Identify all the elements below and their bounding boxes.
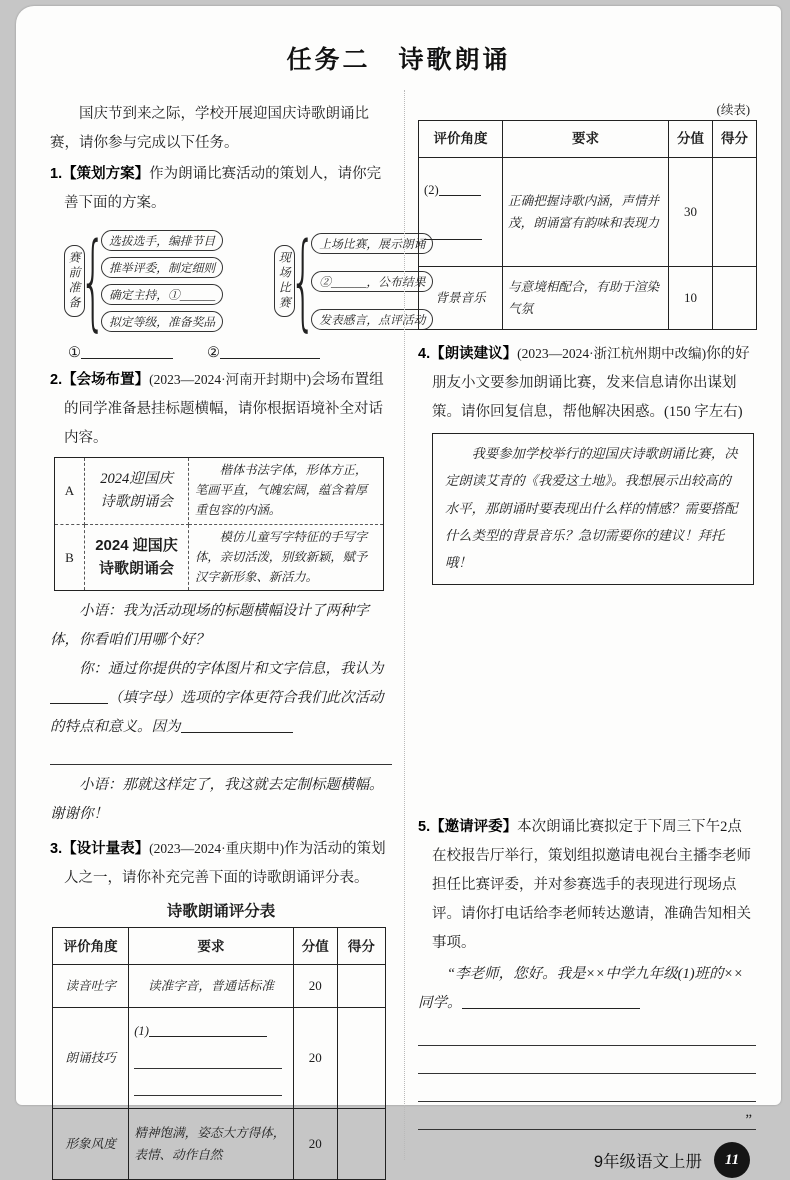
earned-cell — [713, 158, 757, 267]
answer-line — [418, 1018, 756, 1046]
score-table-title: 诗歌朗诵评分表 — [50, 899, 392, 921]
blank-1-label: ① — [68, 345, 81, 361]
question-2-number: 2. — [50, 372, 62, 388]
score-table-header-row — [419, 121, 757, 158]
column-header: 得分 — [337, 928, 385, 965]
left-column — [50, 100, 392, 1180]
diagram-box: 推举评委，制定细则 — [101, 257, 223, 278]
angle-blank — [424, 225, 482, 240]
score-row-emotion — [419, 158, 757, 267]
blank-prefix: (1) — [134, 1024, 149, 1038]
score-row-technique — [53, 1008, 386, 1109]
requirement-cell: 与意境相配合，有助于渲染气氛 — [503, 267, 669, 330]
intro-paragraph: 国庆节到来之际，学校开展迎国庆诗歌朗诵比赛，请你参与完成以下任务。 — [50, 100, 392, 158]
points-cell: 20 — [293, 1008, 337, 1109]
requirement-blank — [149, 1022, 267, 1037]
right-column — [418, 100, 756, 1180]
phone-reply-start — [418, 960, 756, 1018]
question-5-number: 5. — [418, 819, 430, 835]
requirement-blank-line — [134, 1042, 282, 1069]
answer-space — [418, 585, 756, 811]
diagram-group-preparation — [64, 227, 274, 335]
points-cell: 10 — [669, 267, 713, 330]
font-option-row-b — [55, 524, 384, 591]
requirement-blank-line — [134, 1069, 282, 1096]
option-key: B — [55, 524, 85, 591]
closing-quote-mark: ” — [745, 1112, 752, 1129]
letter-answer-blank — [50, 689, 108, 704]
diagram-boxes-contest — [311, 224, 433, 338]
font-option-row-a — [55, 458, 384, 525]
question-3-number: 3. — [50, 841, 62, 857]
sample-text-line: 2024迎国庆 — [91, 468, 182, 491]
angle-blank — [439, 181, 481, 196]
sample-text-line: 诗歌朗诵会 — [91, 491, 182, 514]
requirement-cell: 读准字音，普通话标准 — [129, 965, 293, 1008]
column-header: 评价角度 — [419, 121, 503, 158]
answer-blank-1 — [81, 344, 173, 359]
answer-blank-2 — [220, 344, 320, 359]
column-header: 要求 — [503, 121, 669, 158]
score-table — [52, 927, 386, 1180]
two-column-layout — [16, 86, 781, 1180]
requirement-cell: 正确把握诗歌内涵，声情并茂，朗诵富有韵味和表现力 — [503, 158, 669, 267]
blank-prefix: (2) — [424, 183, 439, 197]
angle-cell: 读音吐字 — [53, 965, 129, 1008]
question-5-text: 本次朗诵比赛拟定于下周三下午2点在校报告厅举行，策划组拟邀请电视台主播李老师担任比赛评委，并对参赛选手的表现进行现场点评。请你打电话给李老师转达邀请，准确告知相关事项。 — [432, 819, 751, 951]
page-title: 任务二 诗歌朗诵 — [16, 6, 781, 76]
diagram-label-preparation: 赛前准备 — [64, 245, 85, 317]
dialogue-text: 你：通过你提供的字体图片和文字信息，我认为 — [79, 661, 384, 677]
answer-line — [418, 1046, 756, 1074]
answer-line-last — [418, 1102, 756, 1130]
page-footer — [418, 1140, 750, 1180]
requirement-cell-blank — [129, 1008, 293, 1109]
sample-text-line: 2024 迎国庆 — [91, 535, 182, 558]
dialogue-xiaoyu-2: 小语：那就这样定了，我这就去定制标题横幅。谢谢你！ — [50, 771, 392, 829]
question-3-source: (2023—2024·重庆期中) — [149, 841, 284, 856]
column-header: 分值 — [669, 121, 713, 158]
answer-line — [418, 1074, 756, 1102]
blank-2-label: ② — [207, 345, 220, 361]
earned-cell — [713, 267, 757, 330]
font-sample-b — [85, 524, 189, 591]
dialogue-you — [50, 655, 392, 742]
column-header: 分值 — [293, 928, 337, 965]
diagram-boxes-preparation — [101, 227, 223, 335]
font-sample-a — [85, 458, 189, 525]
question-5-tag: 【邀请评委】 — [430, 819, 517, 835]
reply-answer-blank — [462, 994, 640, 1009]
question-4-text: 你的好朋友小文要参加朗诵比赛，发来信息请你出谋划策。请你回复信息，帮他解决困惑。(150 字左右) — [432, 346, 750, 420]
earned-cell — [337, 1109, 385, 1180]
page-number-badge: 11 — [714, 1142, 750, 1178]
column-header: 评价角度 — [53, 928, 129, 965]
question-4 — [418, 340, 756, 427]
question-5 — [418, 813, 756, 958]
question-1-text: 作为朗诵比赛活动的策划人，请你完善下面的方案。 — [64, 166, 381, 211]
diagram-box: 拟定等级，准备奖品 — [101, 311, 223, 332]
question-1-tag: 【策划方案】 — [62, 166, 149, 182]
question-3-text: 作为活动的策划人之一，请你补充完善下面的诗歌朗诵评分表。 — [64, 841, 386, 886]
points-cell: 20 — [293, 965, 337, 1008]
friend-message-box: 我要参加学校举行的迎国庆诗歌朗诵比赛，决定朗读艾青的《我爱这土地》。我想展示出较高的水平，那朗诵时要表现出什么样的情感？需要搭配什么类型的背景音乐？急切需要你的建议！拜托哦！ — [432, 433, 754, 585]
dialogue-text: （填字母）选项的字体更符合我们此次活动的特点和意义。因为 — [50, 690, 384, 735]
question-3 — [50, 835, 392, 893]
score-row-music — [419, 267, 757, 330]
continued-table-label: (续表) — [418, 100, 756, 118]
requirement-cell: 精神饱满，姿态大方得体，表情、动作自然 — [129, 1109, 293, 1180]
diagram-box-with-blank: ②______，公布结果 — [311, 271, 433, 292]
option-key: A — [55, 458, 85, 525]
book-title: 9年级语文上册 — [594, 1148, 702, 1172]
question-2-text: 会场布置组的同学准备悬挂标题横幅，请你根据语境补全对话内容。 — [64, 372, 384, 446]
question-4-number: 4. — [418, 346, 430, 362]
brace-glyph-right: { — [296, 229, 310, 333]
question-1 — [50, 160, 392, 218]
sample-text-line: 诗歌朗诵会 — [91, 558, 182, 581]
reason-answer-blank — [181, 718, 293, 733]
question-1-number: 1. — [50, 166, 62, 182]
brace-glyph-left: { — [86, 229, 100, 333]
angle-cell: 背景音乐 — [419, 267, 503, 330]
diagram-box: 发表感言，点评活动 — [311, 309, 433, 330]
font-options-table — [54, 457, 384, 591]
answer-rule-line — [50, 742, 392, 765]
points-cell: 30 — [669, 158, 713, 267]
score-row-appearance — [53, 1109, 386, 1180]
score-table-continued — [418, 120, 757, 330]
question-3-tag: 【设计量表】 — [62, 841, 149, 857]
question-2-source: (2023—2024·河南开封期中) — [149, 372, 311, 387]
diagram-box: 上场比赛，展示朗诵 — [311, 233, 433, 254]
angle-cell: 形象风度 — [53, 1109, 129, 1180]
points-cell: 20 — [293, 1109, 337, 1180]
earned-cell — [337, 1008, 385, 1109]
reply-text: “李老师，您好。我是××中学九年级(1)班的××同学。 — [418, 966, 743, 1011]
plan-diagram — [64, 224, 392, 338]
diagram-label-contest: 现场比赛 — [274, 245, 295, 317]
score-table-header-row — [53, 928, 386, 965]
dialogue-xiaoyu-1: 小语：我为活动现场的标题横幅设计了两种字体，你看咱们用哪个好？ — [50, 597, 392, 655]
diagram-box-with-blank: 确定主持，①______ — [101, 284, 223, 305]
column-header: 得分 — [713, 121, 757, 158]
score-row-pronunciation — [53, 965, 386, 1008]
workbook-page — [16, 6, 781, 1105]
font-description-a: 楷体书法字体，形体方正，笔画平直，气魄宏阔，蕴含着厚重包容的内涵。 — [189, 458, 384, 525]
column-header: 要求 — [129, 928, 293, 965]
angle-cell: 朗诵技巧 — [53, 1008, 129, 1109]
question-2-tag: 【会场布置】 — [62, 372, 149, 388]
diagram-answer-blanks — [68, 344, 392, 362]
font-description-b: 模仿儿童写字特征的手写字体，亲切活泼，别致新颖，赋予汉字新形象、新活力。 — [189, 524, 384, 591]
angle-cell-blank — [419, 158, 503, 267]
earned-cell — [337, 965, 385, 1008]
question-2 — [50, 366, 392, 453]
diagram-box: 选拔选手，编排节目 — [101, 230, 223, 251]
question-4-tag: 【朗读建议】 — [430, 346, 517, 362]
question-4-source: (2023—2024·浙江杭州期中改编) — [517, 346, 706, 361]
